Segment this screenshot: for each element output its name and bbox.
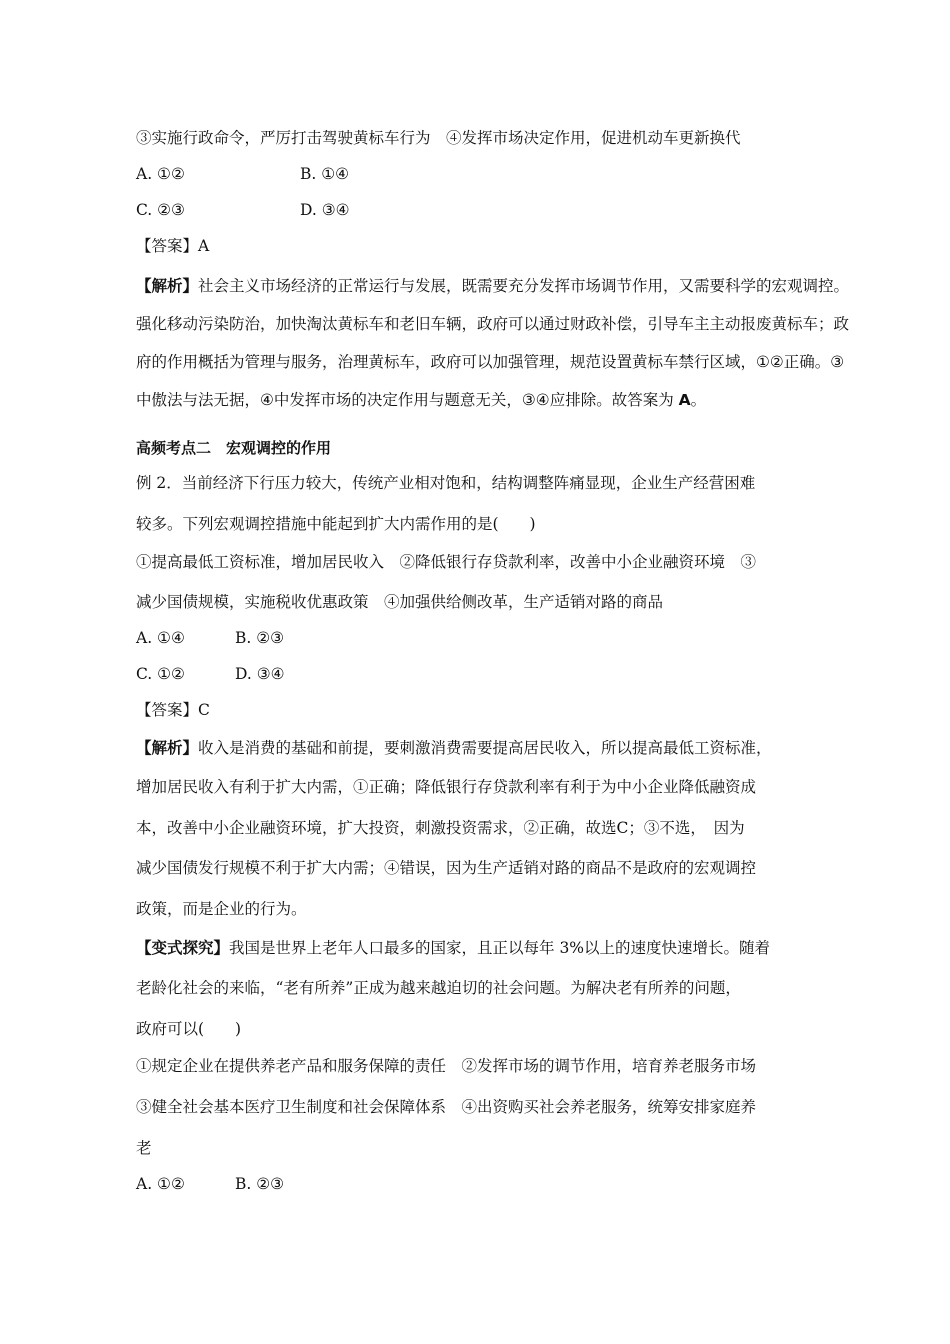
variant-option-line-2: ③健全社会基本医疗卫生制度和社会保障体系 ④出资购买社会养老服务，统筹安排家庭养 (136, 1098, 757, 1116)
q1-analysis-line-2: 强化移动污染防治，加快淘汰黄标车和老旧车辆，政府可以通过财政补偿，引导车主主动报废黄标车；政 (136, 315, 850, 333)
variant-choice-row-1 (136, 1174, 285, 1194)
variant-option-line-3: 老 (136, 1139, 152, 1157)
q1-analysis-line-1 (136, 276, 849, 296)
q1-choice-c: C. ②③ (136, 201, 185, 219)
q1-analysis-line-3: 府的作用概括为管理与服务，治理黄标车，政府可以加强管理，规范设置黄标车禁行区域，①②正确。③ (136, 353, 845, 371)
q2-choice-d: D. ③④ (235, 665, 285, 683)
q1-analysis-end: 。 (690, 391, 707, 409)
q2-option-line-2: 减少国债规模，实施税收优惠政策 ④加强供给侧改革，生产适销对路的商品 (136, 593, 664, 611)
variant-stem-line-2: 老龄化社会的来临，“老有所养”正成为越来越迫切的社会问题。为解决老有所养的问题， (136, 979, 741, 997)
q2-analysis-line-5: 政策，而是企业的行为。 (136, 900, 307, 918)
variant-option-line-1: ①规定企业在提供养老产品和服务保障的责任 ②发挥市场的调节作用，培育养老服务市场 (136, 1057, 757, 1075)
q2-stem-line-2: 较多。下列宏观调控措施中能起到扩大内需作用的是( ) (136, 515, 536, 533)
q1-choice-row-2 (136, 200, 350, 220)
q1-option-line: ③实施行政命令，严厉打击驾驶黄标车行为 ④发挥市场决定作用，促进机动车更新换代 (136, 129, 741, 147)
variant-stem-text-1: 我国是世界上老年人口最多的国家，且正以每年 3%以上的速度快速增长。随着 (229, 939, 771, 957)
q2-choice-row-1 (136, 628, 285, 648)
q1-analysis-text-1: 社会主义市场经济的正常运行与发展，既需要充分发挥市场调节作用，又需要科学的宏观调控。 (198, 277, 850, 295)
q2-analysis-line-1 (136, 738, 772, 758)
q1-answer: 【答案】A (136, 237, 210, 255)
q1-choice-d: D. ③④ (300, 201, 350, 219)
q1-analysis-text-4: 中傲法与法无据，④中发挥市场的决定作用与题意无关，③④应排除。故答案为 (136, 391, 679, 409)
q2-analysis-text-1: 收入是消费的基础和前提，要刺激消费需要提高居民收入，所以提高最低工资标准， (198, 739, 772, 757)
q2-analysis-line-3: 本，改善中小企业融资环境，扩大投资，刺激投资需求，②正确，故选C；③不选， 因为 (136, 819, 745, 837)
q1-choice-a: A. ①② (136, 165, 185, 183)
q2-choice-b: B. ②③ (235, 629, 285, 647)
q2-analysis-line-2: 增加居民收入有利于扩大内需，①正确；降低银行存贷款利率有利于为中小企业降低融资成 (136, 778, 757, 796)
q2-answer: 【答案】C (136, 701, 210, 719)
q2-stem-line-1: 例 2．当前经济下行压力较大，传统产业相对饱和，结构调整阵痛显现，企业生产经营困难 (136, 474, 756, 492)
q1-choice-b: B. ①④ (300, 165, 350, 183)
q1-analysis-tag: 【解析】 (136, 277, 199, 295)
q2-choice-a: A. ①④ (136, 629, 185, 647)
q2-choice-c: C. ①② (136, 665, 185, 683)
q2-analysis-line-4: 减少国债发行规模不利于扩大内需；④错误，因为生产适销对路的商品不是政府的宏观调控 (136, 859, 757, 877)
q1-analysis-answer: A (678, 391, 691, 409)
variant-choice-a: A. ①② (136, 1175, 185, 1193)
variant-stem-line-1 (136, 938, 770, 958)
q1-choice-row-1 (136, 164, 350, 184)
q1-analysis-line-4 (136, 390, 706, 410)
q2-choice-row-2 (136, 664, 285, 684)
q2-analysis-tag: 【解析】 (136, 739, 199, 757)
section-heading: 高频考点二 宏观调控的作用 (136, 439, 332, 457)
variant-choice-b: B. ②③ (235, 1175, 285, 1193)
variant-tag: 【变式探究】 (136, 939, 230, 957)
variant-stem-line-3: 政府可以( ) (136, 1020, 242, 1038)
q2-option-line-1: ①提高最低工资标准，增加居民收入 ②降低银行存贷款利率，改善中小企业融资环境 ③ (136, 553, 757, 571)
